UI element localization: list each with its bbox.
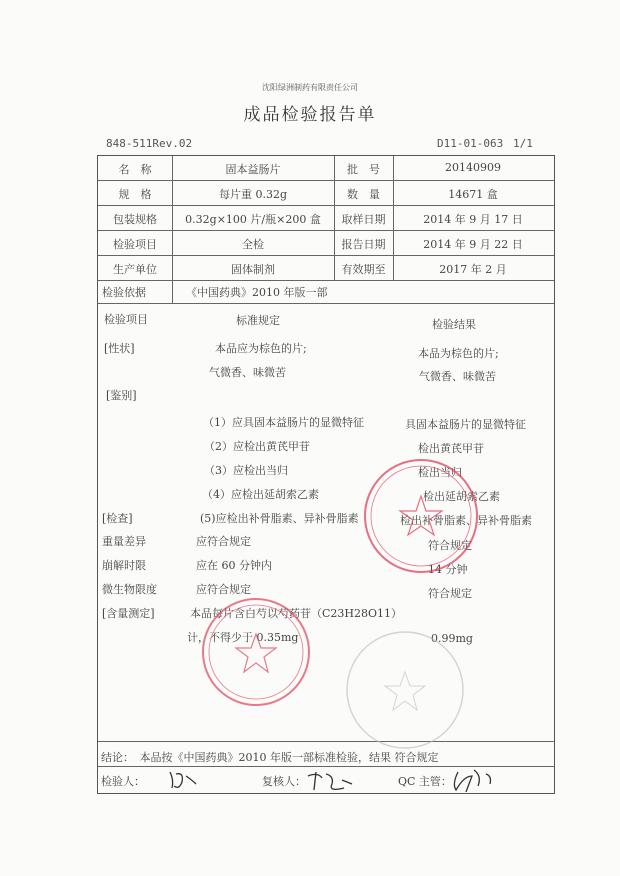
header-item: 检验项目 [104,313,148,326]
reviewer-label: 复核人： [262,775,306,788]
standard-text: （3）应检出当归 [204,464,288,477]
field-label: 生产单位 [113,263,157,276]
standard-text: (5)应检出补骨脂素、异补骨脂素 [200,512,359,525]
doc-code: D11-01-063 [437,137,504,150]
standard-text: 应在 60 分钟内 [196,559,272,572]
field-label: 规 格 [118,188,152,201]
standard-text: 本品应为棕色的片; [215,342,307,355]
conclusion: 结论： 本品按《中国药典》2010 年版一部标准检验，结果 符合规定 [101,751,439,764]
field-value: 2014 年 9 月 22 日 [423,238,523,251]
section-inspection: [检查] [102,512,133,525]
result-text: 符合规定 [428,539,472,552]
field-label: 数 量 [347,188,380,201]
qc-label: QC 主管： [398,775,452,788]
company-name: 沈阳绿洲制药有限责任公司 [262,83,358,92]
field-label: 取样日期 [341,213,386,226]
red-stamp [203,599,309,705]
result-text: 检出延胡索乙素 [423,490,500,503]
red-stamp [365,460,477,572]
result-text: 14 分钟 [428,563,468,576]
field-value: 固体制剂 [231,263,275,276]
result-text: 本品为棕色的片; [418,347,499,360]
field-value: 每片重 0.32g [218,188,288,201]
standard-text: （4）应检出延胡索乙素 [202,488,319,501]
header-result: 检验结果 [432,318,476,331]
basis-value: 《中国药典》2010 年版一部 [186,286,328,299]
field-value: 2017 年 2 月 [439,263,507,276]
standard-text: （2）应检出黄芪甲苷 [204,440,310,453]
standard-text: 应符合规定 [196,535,251,548]
field-label: 包装规格 [113,213,157,226]
result-text: 气微香、味微苦 [419,370,496,383]
section-appearance: [性状] [104,342,135,355]
inspector-label: 检验人： [101,775,145,788]
form-code: 848-511Rev.02 [106,137,193,150]
reviewer-signature [308,772,352,790]
field-value: 固本益肠片 [225,163,281,176]
field-value: 20140909 [445,161,501,174]
document-title: 成品检验报告单 [243,105,377,125]
standard-text: 本品每片含白芍以芍药苷（C23H28O11） [190,607,403,620]
result-text: 检出当归 [418,466,462,479]
inspector-signature [170,772,196,788]
check-item: 崩解时限 [102,559,146,572]
check-item: 重量差异 [102,535,146,548]
standard-text: 应符合规定 [196,583,251,596]
result-text: 检出黄芪甲苷 [418,442,484,455]
field-value: 全检 [242,238,264,251]
field-label: 有效期至 [341,263,386,276]
section-identification: [鉴别] [106,389,137,402]
header-standard: 标准规定 [236,314,280,327]
field-value: 0.32g×100 片/瓶×200 盒 [185,213,321,226]
grey-stamp [347,632,463,748]
standard-text: （1）应具固本益肠片的显微特征 [203,416,364,429]
standard-text: 气微香、味微苦 [209,366,286,379]
field-label: 批 号 [347,163,380,176]
field-label: 名 称 [118,163,152,176]
qc-signature [454,770,490,792]
field-value: 2014 年 9 月 17 日 [423,213,523,226]
result-text: 检出补骨脂素、异补骨脂素 [400,514,532,527]
field-label: 报告日期 [341,238,386,251]
check-item: 微生物限度 [102,583,157,596]
basis-label: 检验依据 [102,286,146,299]
field-label: 检验项目 [113,238,157,251]
field-value: 14671 盒 [448,188,498,201]
section-assay: [含量测定] [102,607,155,620]
result-text: 0.99mg [431,632,473,645]
result-text: 符合规定 [428,587,472,600]
page-number: 1/1 [513,137,533,150]
standard-text: 计，不得少于 0.35mg [187,631,299,644]
result-text: 具固本益肠片的显微特征 [405,418,526,431]
